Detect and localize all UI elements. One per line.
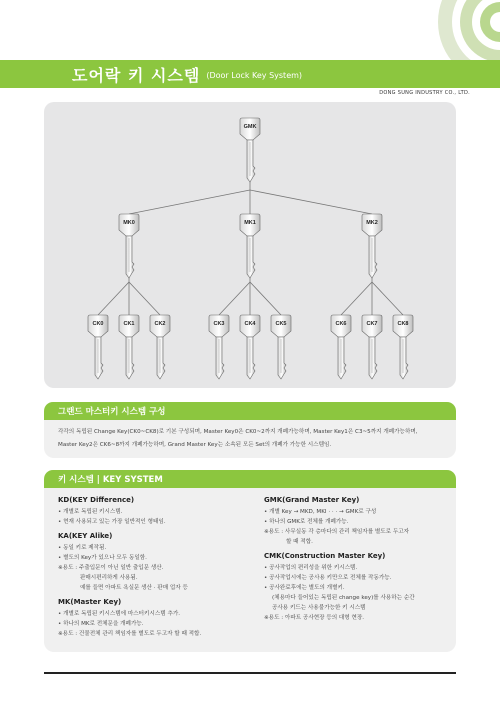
list-item: (체용마다 들어있는 독립된 change key)를 사용하는 순간	[272, 595, 415, 601]
tree-connector-line	[250, 282, 281, 315]
key-label: MK2	[366, 220, 378, 226]
list-item: ※용도 : 사무실동 각 층마다의 관리 책임자를 별도로 두고자	[264, 529, 410, 535]
description-line: Master Key2은 CK6~8까지 개폐가능하며, Grand Master Key는 소속된 모든 Set의 개폐가 가능한 시스템임.	[58, 442, 332, 448]
key-gmk-icon	[240, 118, 260, 182]
company-name: DONG SUNG INDUSTRY CO., LTD.	[379, 90, 470, 96]
key-ck5-icon	[271, 315, 291, 379]
key-label: CK1	[123, 321, 135, 327]
grand-master-section-body	[44, 420, 456, 458]
key-label: CK7	[366, 321, 378, 327]
tree-connector-line	[219, 282, 250, 315]
list-item: • 공사작업시에는 공사용 키만으로 전체를 작동가능.	[264, 575, 392, 581]
key-label: CK6	[335, 321, 347, 327]
list-item: ※용도 : 주출입문이 아닌 일반 출입문 생산.	[58, 565, 164, 571]
key-label: MK0	[123, 220, 135, 226]
key-label: CK8	[397, 321, 409, 327]
list-item: 공사용 키드는 사용불가능한 키 시스템	[272, 605, 366, 611]
key-label: CK5	[275, 321, 287, 327]
ka-list	[58, 543, 248, 593]
list-item: ※용도 : 건물전체 관리 책임자를 별도로 두고자 할 때 적합.	[58, 631, 202, 637]
key-hierarchy-diagram	[44, 102, 456, 388]
page-title	[72, 60, 302, 88]
list-item: 할 때 적합.	[286, 539, 313, 545]
key-ck2-icon	[150, 315, 170, 379]
list-item: • 하나의 MK로 전체문을 개폐가능.	[58, 621, 144, 627]
grand-master-section-header	[44, 402, 456, 420]
key-ck1-icon	[119, 315, 139, 379]
list-item: • 하나의 GMK로 전체를 개폐가능.	[264, 519, 349, 525]
grand-master-description	[58, 426, 448, 452]
kd-heading: KD(KEY Difference)	[58, 496, 135, 504]
grand-master-section-title: 그랜드 마스터키 시스템 구성	[58, 407, 166, 417]
list-item: • 별도의 Key가 있으나 모두 동일함.	[58, 555, 147, 561]
list-item: ※용도 : 아파트 공사현장 등의 대형 현장.	[264, 615, 365, 621]
key-ck4-icon	[240, 315, 260, 379]
tree-connector-line	[129, 190, 250, 214]
key-system-left-column	[58, 496, 248, 644]
key-mk2-icon	[362, 214, 382, 278]
key-mk1-icon	[240, 214, 260, 278]
title-korean: 도어락 키 시스템	[72, 65, 201, 85]
list-item: 예를 들면 아파트 욕실문 생산 · 판매 업자 등	[80, 585, 188, 591]
list-item: • 동일 키로 제작됨.	[58, 545, 107, 551]
list-item: • 공사완료후에는 별도의 개별키.	[264, 585, 345, 591]
key-label: CK0	[92, 321, 104, 327]
key-system-section-title: 키 시스템 | KEY SYSTEM	[58, 475, 163, 485]
key-label: MK1	[244, 220, 256, 226]
list-item: • 개별로 독립된 키시스템에 마스터키시스템 추가.	[58, 611, 181, 617]
list-item: • 현재 사용되고 있는 가장 일반적인 형태임.	[58, 519, 166, 525]
description-line: 각각의 독립된 Change Key(CK0~CK8)로 기본 구성되며, Master Key0은 CK0~2까지 개폐가능하며, Master Key1은 C3~5까지 개폐가능하며,	[58, 429, 418, 435]
key-system-section-body	[44, 488, 456, 652]
mk-heading: MK(Master Key)	[58, 598, 122, 606]
gmk-heading: GMK(Grand Master Key)	[264, 496, 360, 504]
title-english: (Door Lock Key System)	[206, 71, 303, 80]
key-label: CK2	[154, 321, 166, 327]
key-system-section-header	[44, 470, 456, 488]
key-mk0-icon	[119, 214, 139, 278]
key-tree-svg	[44, 102, 456, 388]
key-ck7-icon	[362, 315, 382, 379]
cmk-heading: CMK(Construction Master Key)	[264, 552, 386, 560]
key-ck0-icon	[88, 315, 108, 379]
cmk-list	[264, 563, 454, 623]
list-item: • 공사작업의 편리성을 위한 키시스템.	[264, 565, 358, 571]
key-label: GMK	[243, 124, 257, 130]
footer-divider	[44, 672, 456, 674]
kd-list	[58, 507, 248, 527]
gmk-list	[264, 507, 454, 547]
key-label: CK4	[244, 321, 256, 327]
key-ck3-icon	[209, 315, 229, 379]
tree-connector-line	[98, 282, 129, 315]
tree-connector-line	[250, 190, 372, 214]
list-item: 판매시편리하게 사용됨.	[80, 575, 138, 581]
tree-connector-line	[129, 282, 160, 315]
key-label: CK3	[213, 321, 225, 327]
tree-connector-line	[372, 282, 403, 315]
tree-connector-line	[341, 282, 372, 315]
key-ck6-icon	[331, 315, 351, 379]
key-system-right-column	[264, 496, 454, 628]
key-ck8-icon	[393, 315, 413, 379]
list-item: • 개별 Key → MKD, MKI · · · → GMK로 구성	[264, 509, 377, 515]
ka-heading: KA(KEY Alike)	[58, 532, 113, 540]
mk-list	[58, 609, 248, 639]
list-item: • 개별로 독립된 키시스템.	[58, 509, 123, 515]
